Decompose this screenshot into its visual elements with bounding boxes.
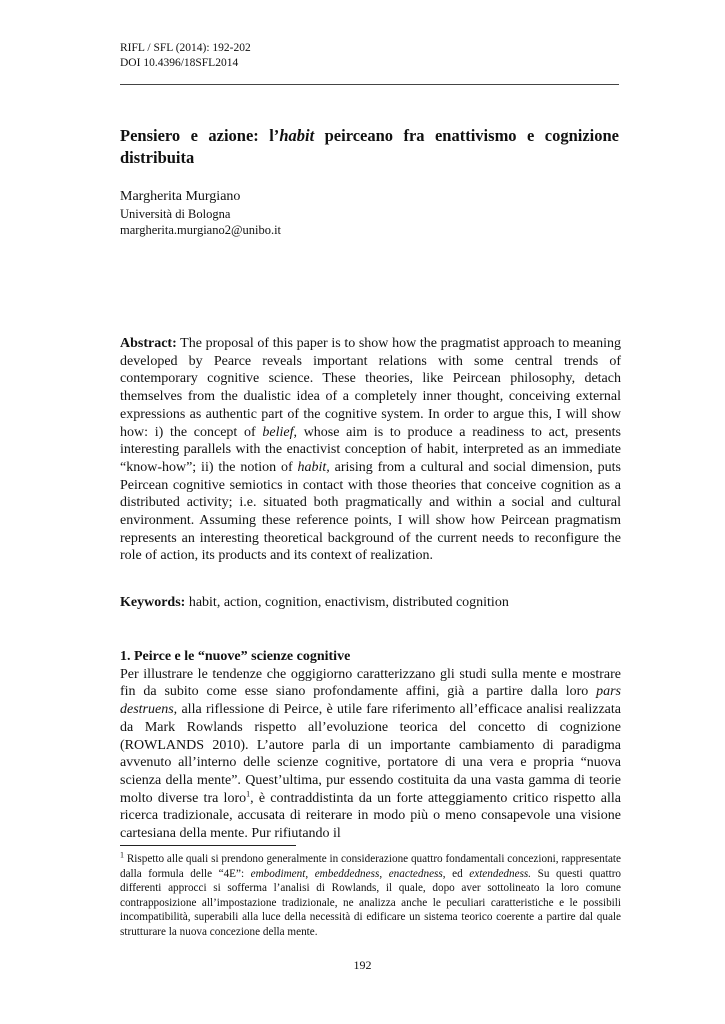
- running-header: [120, 41, 251, 71]
- keywords: Keywords: habit, action, cognition, enactivism, distributed cognition: [120, 595, 509, 610]
- section-heading: 1. Peirce e le “nuove” scienze cognitive: [120, 649, 351, 664]
- section-1: [120, 648, 621, 843]
- abstract-label: Abstract:: [120, 336, 177, 351]
- footnote-reference[interactable]: 1: [246, 788, 251, 798]
- author-name: Margherita Murgiano: [120, 189, 241, 204]
- footnote: $^1$ Rispetto alle quali si prendono generalmente in considerazione quattro fondamentali concezioni, rappresentate dalla formula delle “4E”: embodiment, embeddedness, enactedness, ed extendedness. Su questi quattro differenti approcci si sofferma l’analisi di Rowlands, il quale, dopo aver sottolineato la loro comune contrapposizione all’impostazione tradizionale, ne analizza anche le peculiari caratteristiche e le possibili incompatibilità, superabili alla luce della necessità di edificare un sistema teorico coerente a partire dal quale strutturare la nuova concezione della mente.: [120, 850, 622, 938]
- footnote-divider: [120, 845, 296, 846]
- author-block: [120, 187, 281, 238]
- doi: DOI 10.4396/18SFL2014: [120, 57, 239, 69]
- page-number: 192: [353, 958, 372, 972]
- author-affiliation: Università di Bologna: [120, 207, 231, 221]
- keywords-label: Keywords:: [120, 595, 186, 610]
- paper-title: Pensiero e azione: l’habit peirceano fra enattivismo e cognizione distribuita: [120, 126, 619, 167]
- header-divider: [120, 84, 619, 85]
- journal-citation: RIFL / SFL (2014): 192-202: [120, 42, 251, 54]
- section-paragraph: Per illustrare le tendenze che oggigiorno caratterizzano gli studi sulla mente e mostrare fin da subito come esse siano profondamente affini, già a partire dalla loro pars destruens, alla riflessione di Peirce, è utile fare riferimento all’efficace analisi realizzata da Mark Rowlands rispetto all’evoluzione teorica del concetto di cognizione (ROWLANDS 2010). L’autore parla di un importante cambiamento di paradigma avvenuto all’interno delle scienze cognitive, portatore di una vera e propria “nuova scienza della mente”. Quest’ultima, pur essendo costituita da una vasta gamma di teorie molto diverse tra loro$^1$, è contraddistinta da un forte atteggiamento critico rispetto alla ricerca tradizionale, accusata di reiterare in modo più o meno consapevole una visione cartesiana della mente. Pur rifiutando il: [120, 666, 621, 842]
- abstract: Abstract: The proposal of this paper is to show how the pragmatist approach to meaning developed by Pearce reveals important relations with some central trends of contemporary cognitive science. These theories, like Peircean philosophy, detach themselves from the dualistic idea of a completely inner thought, conceiving external expressions as authentic part of the cognitive system. In order to argue this, I will show how: i) the concept of belief, whose aim is to produce a readiness to act, presents interesting parallels with the enactivist conception of habit, interpreted as an immediate “know-how”; ii) the notion of habit, arising from a cultural and social dimension, puts Peircean cognitive semiotics in contact with those theories that conceive cognition as a distributed activity; i.e. situated both pragmatically and within a social and cultural environment. Assuming these reference points, I will show how Peircean pragmatism represents an interesting theoretical background of the current needs to reconfigure the role of action, its products and its context of realization.: [120, 336, 622, 564]
- author-email: margherita.murgiano2@unibo.it: [120, 223, 282, 237]
- footnote-number: 1: [120, 850, 124, 860]
